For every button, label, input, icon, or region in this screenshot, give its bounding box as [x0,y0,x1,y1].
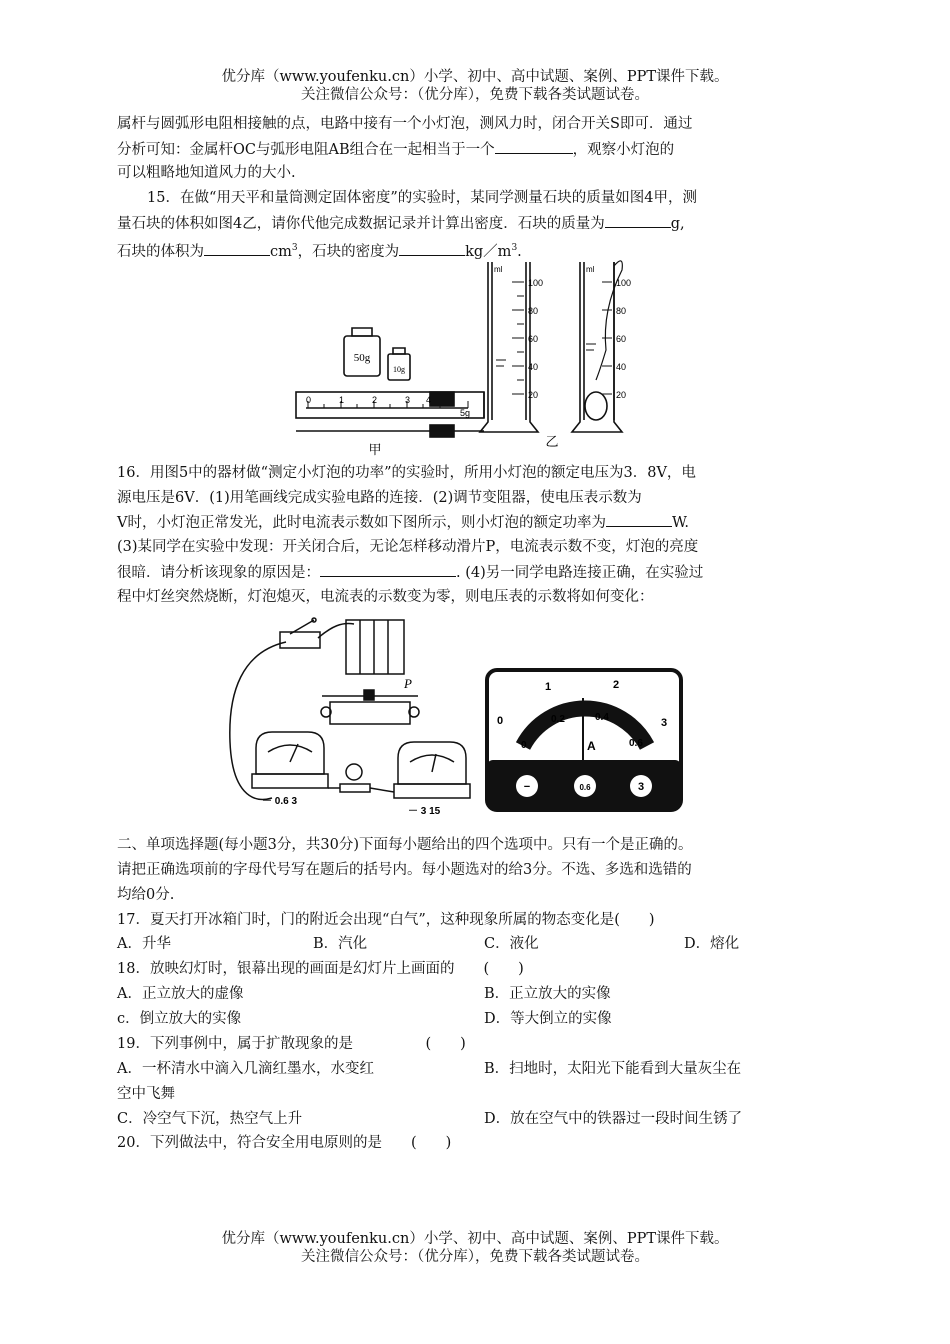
ruler-tick-1: 1 [339,395,345,405]
label-jia: 甲 [368,443,382,456]
ammeter-icon [256,732,324,774]
q14-text-b: ，观察小灯泡的 [572,142,675,158]
figure-4 [290,256,640,456]
section2-line-3: 均给0分. [117,887,175,903]
terminal-06-label: 0.6 [579,783,591,792]
q15-period: . [517,243,522,260]
dial-bottom-0: 0 [521,740,527,751]
q15-text-density: ，石块的密度为 [297,243,400,260]
ammeter-dial [485,668,683,812]
ruler-tick-4: 4 [426,395,432,405]
q15-line-1: 15．在做“用天平和量筒测定固体密度”的实验时，某同学测量石块的质量如图4甲，测 [147,190,697,206]
header-line-2: 关注微信公众号：（优分库），免费下载各类试题试卷。 [301,87,649,103]
q18-option-a: A．正立放大的虚像 [117,986,244,1002]
section2-line-1: 二、单项选择题(每小题3分，共30分)下面每小题给出的四个选项中。只有一个是正确的。 [117,837,693,853]
ruler-tick-2: 2 [372,395,378,405]
dial-top-2: 2 [613,679,620,691]
q14-line-2 [117,139,674,160]
dial-bottom-04: 0.4 [595,712,609,723]
terminal-neg-label: − [523,781,531,793]
ruler-tick-0: 0 [306,395,312,405]
figure-5-apparatus [222,612,474,820]
cyl1-tick-100: 100 [528,278,544,288]
cyl2-tick-40: 40 [616,362,627,372]
dial-bottom-06: 0.6 [629,738,643,749]
q18-option-b: B．正立放大的实像 [484,986,611,1002]
q20-stem: 20．下列做法中，符合安全用电原则的是 ( ) [117,1135,452,1151]
ruler-tick-3: 3 [405,395,411,405]
q15-unit-kgm: kg／m [465,243,512,260]
footer-line-2: 关注微信公众号：（优分库），免费下载各类试题试卷。 [301,1249,649,1265]
q19-option-d: D．放在空气中的铁器过一段时间生锈了 [484,1111,743,1127]
q17-option-d: D．熔化 [684,936,740,952]
q16-line-6: 程中灯丝突然烧断，灯泡熄灭，电流表的示数变为零，则电压表的示数将如何变化： [117,589,654,605]
q16-line-2: 源电压是6V．(1)用笔画线完成实验电路的连接．(2)调节变阻器，使电压表示数为 [117,490,642,506]
q16-line-4: (3)某同学在实验中发现：开关闭合后，无论怎样移动滑片P，电流表示数不变，灯泡的亮度 [117,539,699,555]
q17-option-c: C．液化 [484,936,539,952]
lamp-icon [346,764,362,780]
ammeter-terminals: － 0.6 3 [262,796,298,807]
q16-line-1: 16．用图5中的器材做“测定小灯泡的功率”的实验时，所用小灯泡的额定电压为3．8V，电 [117,465,696,481]
cyl2-tick-60: 60 [616,334,627,344]
q15-unit-cm: cm [270,243,292,260]
dial-top-1: 1 [545,681,552,693]
q19-stem: 19．下列事例中，属于扩散现象的是 ( ) [117,1036,466,1052]
label-yi: 乙 [545,435,559,450]
section2-line-2: 请把正确选项前的字母代号写在题后的括号内。每小题选对的给3分。不选、多选和选错的 [117,862,692,878]
q15-text-a: 量石块的体积如图4乙，请你代他完成数据记录并计算出密度．石块的质量为 [117,216,605,232]
q16-text-a: V时，小灯泡正常发光，此时电流表示数如下图所示，则小灯泡的额定功率为 [117,515,606,531]
slider-p-label: P [404,676,412,691]
q14-line-1: 属杆与圆弧形电阻相接触的点，电路中接有一个小灯泡，测风力时，闭合开关S即可．通过 [117,116,693,132]
cyl1-tick-60: 60 [528,334,539,344]
q18-stem: 18．放映幻灯时，银幕出现的画面是幻灯片上画面的 ( ) [117,961,524,977]
q17-option-b: B．汽化 [313,936,368,952]
terminal-3-label: 3 [637,781,645,793]
cylinder-2 [572,261,622,432]
q16-text-b: . (4)另一同学电路连接正确，在实验过 [456,565,704,581]
q15-density-blank [399,241,465,256]
q19-option-a: A．一杯清水中滴入几滴红墨水，水变红 [117,1061,374,1077]
q15-unit-cm-sup: 3 [291,243,298,253]
q15-volume-blank [204,241,270,256]
header-line-1: 优分库（www.youfenku.cn）小学、初中、高中试题、案例、PPT课件下载。 [221,69,729,85]
rheostat-icon [330,702,410,724]
q16-line-3 [117,512,689,533]
dial-unit-a: A [587,739,596,753]
q18-option-c: c．倒立放大的实像 [117,1011,242,1027]
ruler-tick-5g: 5g [460,408,471,418]
voltmeter-icon [398,742,466,784]
q15-mass-blank [605,213,671,228]
q15-unit-kgm-sup: 3 [511,243,518,253]
weight-50g-knob [352,328,372,336]
weight-50g-label: 50g [353,352,371,364]
q15-line-2 [117,213,685,234]
dial-top-0: 0 [497,715,504,727]
cyl2-tick-100: 100 [616,278,632,288]
stone-icon [585,392,607,420]
cyl1-tick-80: 80 [528,306,539,316]
q19-option-b: B．扫地时，太阳光下能看到大量灰尘在 [484,1061,742,1077]
q16-line-5 [117,562,703,583]
cyl1-unit: ml [494,265,503,274]
footer-line-1: 优分库（www.youfenku.cn）小学、初中、高中试题、案例、PPT课件下载。 [221,1231,729,1247]
q17-option-a: A．升华 [117,936,171,952]
q15-text-vol: 石块的体积为 [117,243,204,260]
q14-line-3: 可以粗略地知道风力的大小. [117,165,296,181]
dial-top-3: 3 [661,717,668,729]
q16-power-blank [606,512,672,527]
q16-text-reason: 很暗．请分析该现象的原因是： [117,565,320,581]
q14-answer-blank [495,139,573,154]
cyl1-tick-20: 20 [528,390,539,400]
q16-reason-blank [320,562,456,577]
cyl2-tick-80: 80 [616,306,627,316]
cyl1-tick-40: 40 [528,362,539,372]
q14-text-a: 分析可知：金属杆OC与弧形电阻AB组合在一起相当于一个 [117,142,495,158]
q15-unit-g: g, [670,216,685,232]
q19-option-b-cont: 空中飞舞 [117,1086,175,1102]
weight-10g-label: 10g [393,365,405,374]
q17-stem: 17．夏天打开冰箱门时，门的附近会出现“白气”，这种现象所属的物态变化是( ) [117,912,655,928]
voltmeter-terminals: － 3 15 [408,806,441,817]
q19-option-c: C．冷空气下沉，热空气上升 [117,1111,303,1127]
battery-icon [346,620,404,674]
q18-option-d: D．等大倒立的实像 [484,1011,612,1027]
switch-icon [280,632,320,648]
cyl2-unit: ml [586,265,595,274]
cyl2-tick-20: 20 [616,390,627,400]
connecting-wire [230,642,286,799]
dial-bottom-02: 0.2 [551,714,565,725]
q16-unit-w: W. [671,515,689,531]
